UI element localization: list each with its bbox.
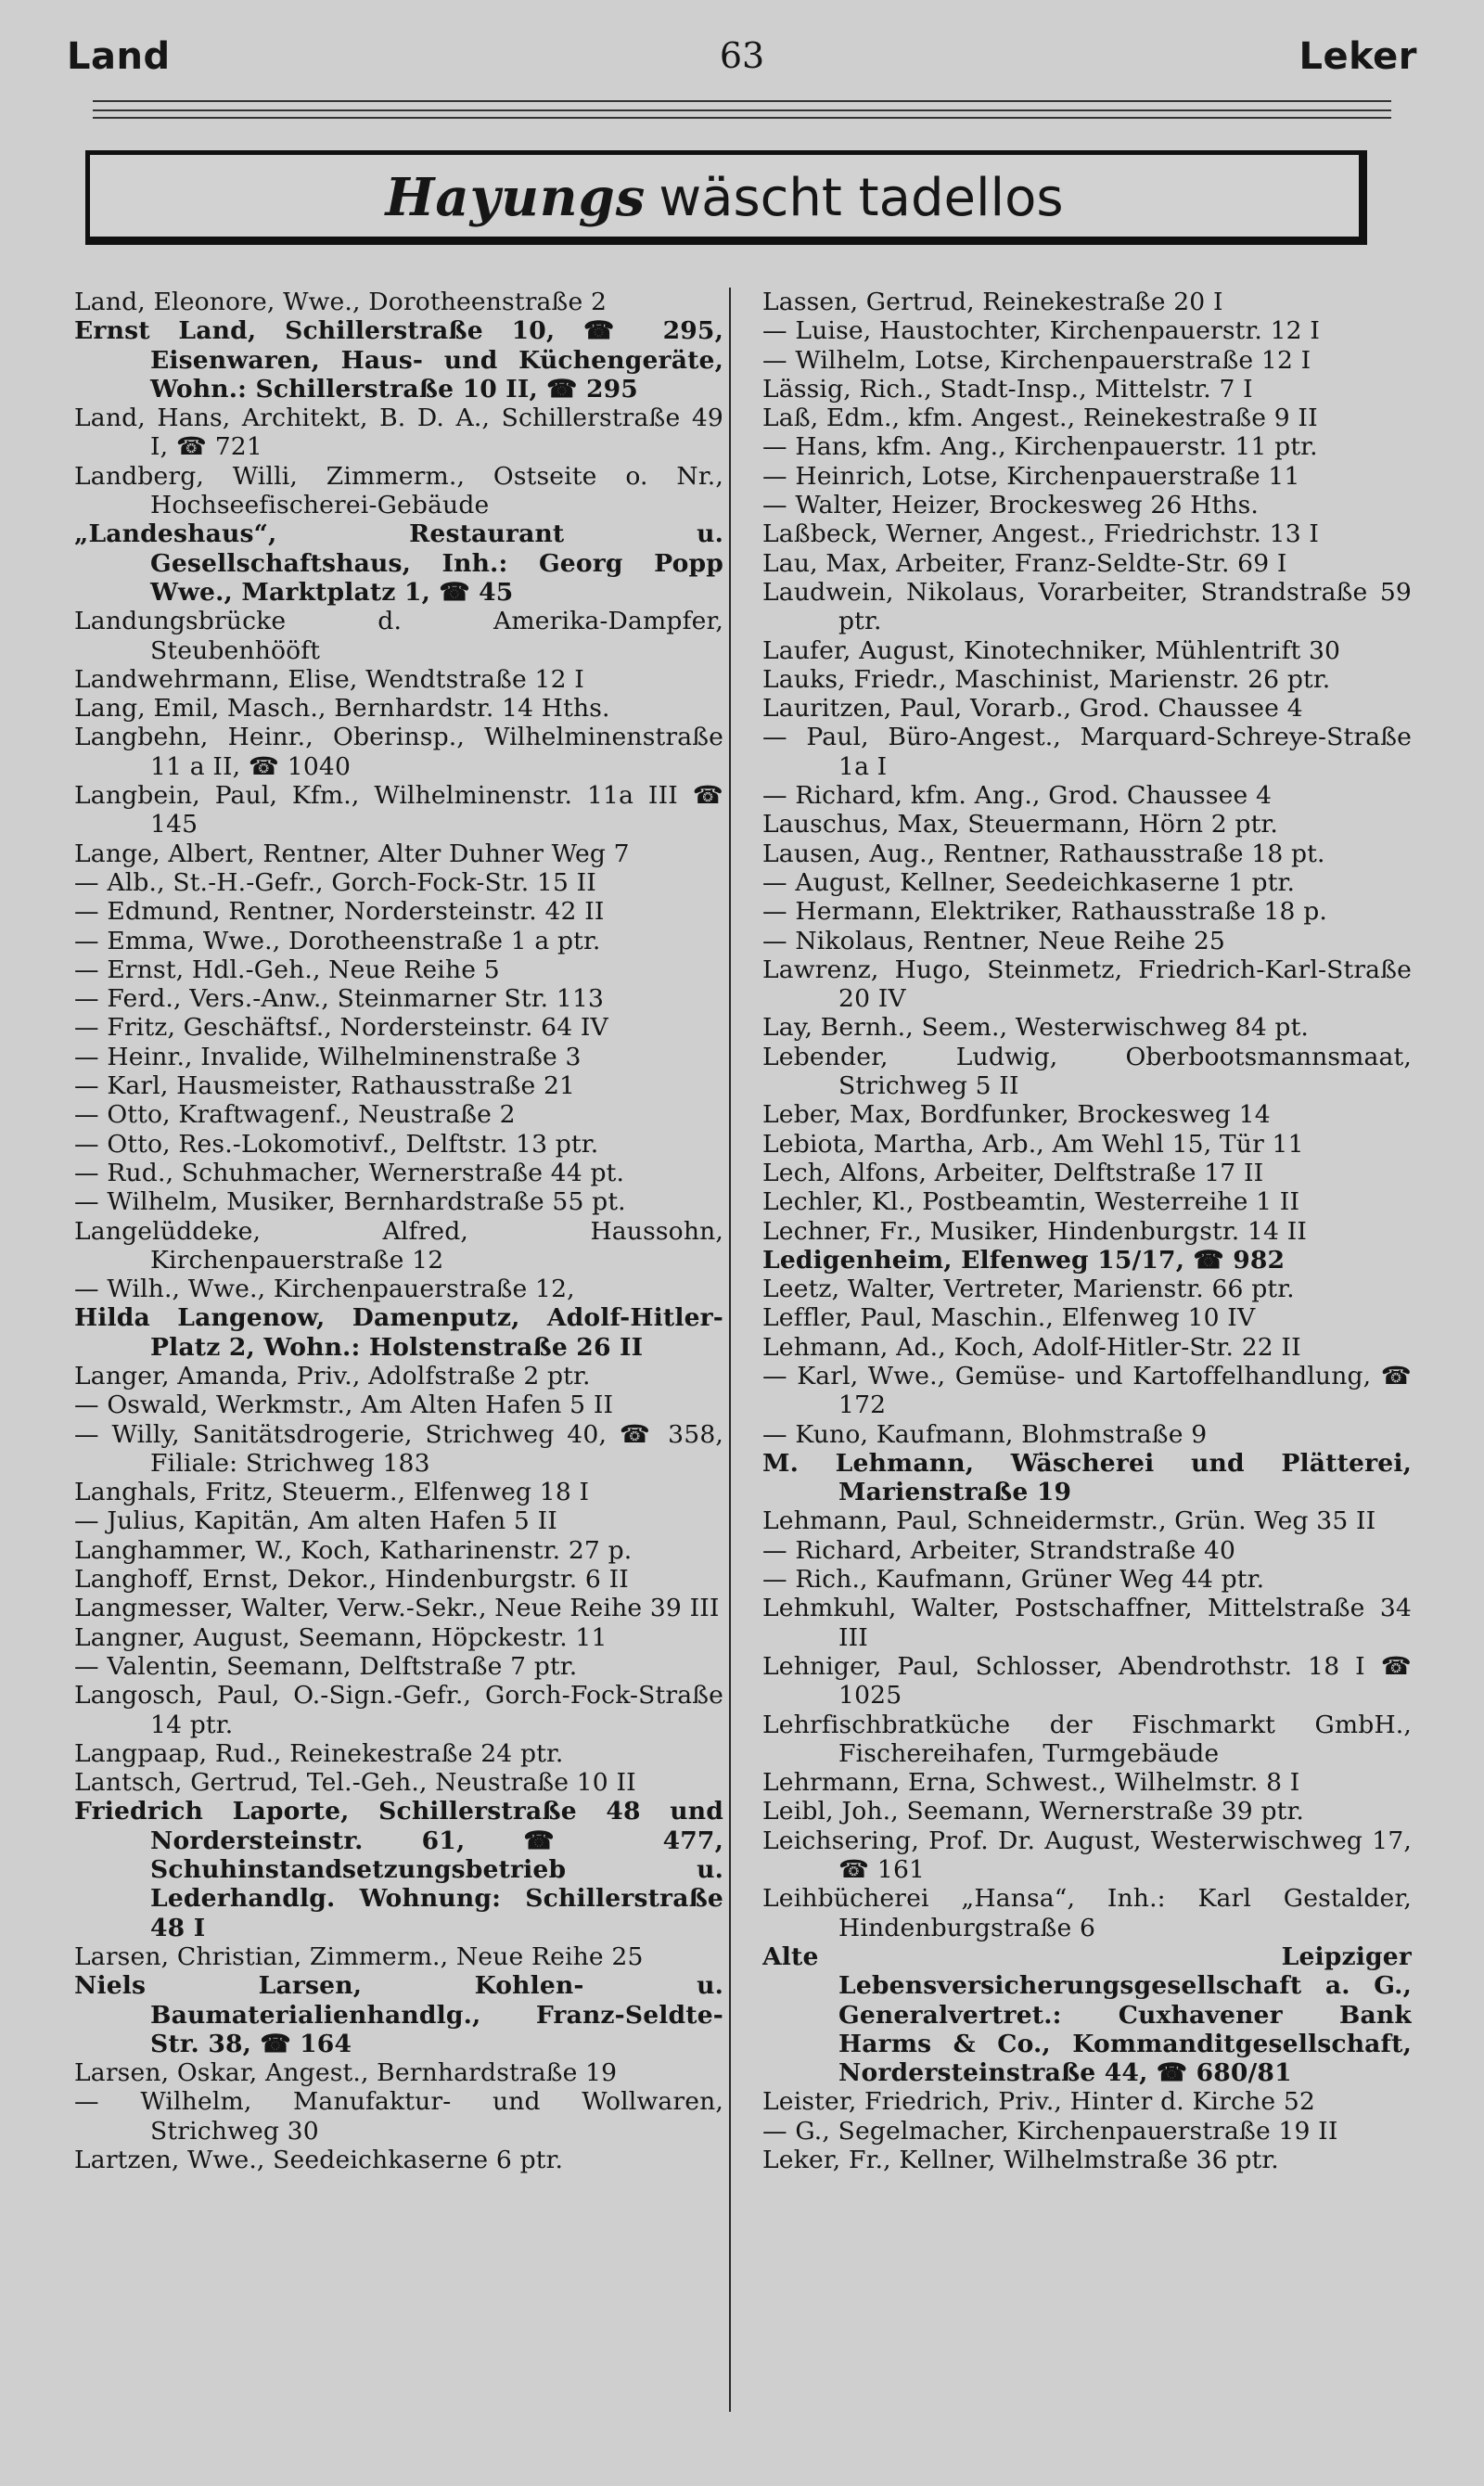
directory-entry: Leetz, Walter, Vertreter, Marienstr. 66 ptr. [762, 1275, 1295, 1304]
directory-entry: — Paul, Büro-Angest., Marquard-Schreye-Straße 1a I [762, 723, 1412, 781]
directory-entry: Leibl, Joh., Seemann, Wernerstraße 39 ptr. [762, 1797, 1305, 1826]
advertisement-banner [85, 150, 1367, 245]
directory-entry: Lausen, Aug., Rentner, Rathausstraße 18 pt. [762, 839, 1325, 868]
header-rule-middle [93, 109, 1391, 111]
directory-entry: Larsen, Christian, Zimmerm., Neue Reihe 25 [74, 1941, 644, 1971]
directory-entry: Lauks, Friedr., Maschinist, Marienstr. 26 ptr. [762, 664, 1331, 694]
ad-slogan: wäscht tadellos [659, 168, 1064, 228]
directory-entry: Leker, Fr., Kellner, Wilhelmstraße 36 ptr. [762, 2146, 1279, 2174]
directory-entry: — Wilhelm, Manufaktur- und Wollwaren, Strichweg 30 [74, 2087, 723, 2146]
directory-entry: Leihbücherei „Hansa“, Inh.: Karl Gestalder, Hindenburgstraße 6 [762, 1884, 1412, 1942]
directory-entry: Langelüddeke, Alfred, Haussohn, Kirchenpauerstraße 12 [74, 1216, 723, 1275]
directory-entry: Lehmkuhl, Walter, Postschaffner, Mittelstraße 34 III [762, 1594, 1412, 1652]
directory-entry: — Alb., St.-H.-Gefr., Gorch-Fock-Str. 15 II [74, 867, 596, 897]
directory-entry: — Luise, Haustochter, Kirchenpauerstr. 12 I [762, 316, 1321, 346]
directory-entry: — Ferd., Vers.-Anw., Steinmarner Str. 113 [74, 984, 605, 1014]
directory-entry: Lehmann, Ad., Koch, Adolf-Hitler-Str. 22 II [762, 1332, 1301, 1362]
directory-entry: Lässig, Rich., Stadt-Insp., Mittelstr. 7 I [762, 374, 1253, 404]
directory-entry: Lech, Alfons, Arbeiter, Delftstraße 17 II [762, 1158, 1264, 1187]
directory-entry: Land, Eleonore, Wwe., Dorotheenstraße 2 [74, 288, 608, 316]
page-header [67, 35, 1417, 87]
left-directory-column [74, 288, 723, 2430]
directory-entry: — Heinrich, Lotse, Kirchenpauerstraße 11 [762, 461, 1300, 491]
directory-entry: Langhammer, W., Koch, Katharinenstr. 27 p. [74, 1535, 633, 1565]
directory-entry: Lebiota, Martha, Arb., Am Wehl 15, Tür 11 [762, 1129, 1304, 1159]
directory-entry: Lassen, Gertrud, Reinekestraße 20 I [762, 288, 1223, 316]
directory-entry: — Karl, Wwe., Gemüse- und Kartoffelhandlung, ☎ 172 [762, 1361, 1412, 1420]
directory-entry: — Karl, Hausmeister, Rathausstraße 21 [74, 1071, 576, 1101]
directory-entry: Alte Leipziger Lebensversicherungsgesellschaft a. G., Generalvertret.: Cuxhavener Bank Harms & Co., Kommanditgesellschaft, Nordersteinstraße 44, ☎ 680/81 [762, 1941, 1412, 2088]
directory-entry: — Emma, Wwe., Dorotheenstraße 1 a ptr. [74, 926, 601, 955]
header-last-name: Leker [1298, 35, 1417, 78]
directory-entry: Lawrenz, Hugo, Steinmetz, Friedrich-Karl-Straße 20 IV [762, 955, 1412, 1014]
directory-entry: — Otto, Res.-Lokomotivf., Delftstr. 13 ptr. [74, 1129, 599, 1159]
directory-entry: Lechner, Fr., Musiker, Hindenburgstr. 14 II [762, 1216, 1308, 1246]
directory-entry: — Kuno, Kaufmann, Blohmstraße 9 [762, 1419, 1208, 1449]
directory-entry: Langpaap, Rud., Reinekestraße 24 ptr. [74, 1738, 564, 1768]
header-first-name: Land [67, 35, 171, 78]
directory-entry: — Richard, Arbeiter, Strandstraße 40 [762, 1535, 1236, 1565]
directory-entry: Lartzen, Wwe., Seedeichkaserne 6 ptr. [74, 2146, 564, 2174]
header-rule-top [93, 100, 1391, 102]
directory-entry: Land, Hans, Architekt, B. D. A., Schillerstraße 49 I, ☎ 721 [74, 404, 723, 462]
directory-entry: Langmesser, Walter, Verw.-Sekr., Neue Reihe 39 III [74, 1594, 720, 1623]
directory-entry: Lau, Max, Arbeiter, Franz-Seldte-Str. 69 I [762, 548, 1287, 578]
directory-entry: Lehrfischbratküche der Fischmarkt GmbH., Fischereihafen, Turmgebäude [762, 1710, 1412, 1768]
directory-entry: Langhals, Fritz, Steuerm., Elfenweg 18 I [74, 1478, 590, 1507]
directory-entry: — Ernst, Hdl.-Geh., Neue Reihe 5 [74, 955, 500, 984]
directory-entry: — Walter, Heizer, Brockesweg 26 Hths. [762, 491, 1260, 520]
directory-entry: — Edmund, Rentner, Nordersteinstr. 42 II [74, 897, 605, 927]
directory-entry: Langer, Amanda, Priv., Adolfstraße 2 ptr. [74, 1361, 591, 1390]
directory-entry: Leister, Friedrich, Priv., Hinter d. Kirche 52 [762, 2087, 1315, 2117]
directory-entry: Leichsering, Prof. Dr. August, Westerwischweg 17, ☎ 161 [762, 1826, 1412, 1885]
directory-entry: — Richard, kfm. Ang., Grod. Chaussee 4 [762, 781, 1273, 811]
directory-entry: Langhoff, Ernst, Dekor., Hindenburgstr. 6 II [74, 1565, 629, 1595]
directory-entry: M. Lehmann, Wäscherei und Plätterei, Marienstraße 19 [762, 1448, 1412, 1507]
directory-entry: — Nikolaus, Rentner, Neue Reihe 25 [762, 926, 1225, 955]
directory-entry: Lauschus, Max, Steuermann, Hörn 2 ptr. [762, 810, 1278, 839]
directory-entry: — Wilh., Wwe., Kirchenpauerstraße 12, [74, 1275, 575, 1304]
directory-entry: — Hans, kfm. Ang., Kirchenpauerstr. 11 ptr. [762, 432, 1318, 462]
directory-entry: — Rud., Schuhmacher, Wernerstraße 44 pt. [74, 1158, 625, 1187]
directory-entry: Ledigenheim, Elfenweg 15/17, ☎ 982 [762, 1245, 1286, 1275]
directory-entry: — Otto, Kraftwagenf., Neustraße 2 [74, 1100, 516, 1130]
directory-entry: Laufer, August, Kinotechniker, Mühlentrift 30 [762, 635, 1341, 665]
right-directory-column [762, 288, 1412, 2430]
directory-entry: Lauritzen, Paul, Vorarb., Grod. Chaussee 4 [762, 694, 1303, 724]
directory-entry: Leber, Max, Bordfunker, Brockesweg 14 [762, 1100, 1271, 1130]
column-divider [729, 288, 731, 2412]
directory-entry: Niels Larsen, Kohlen- u. Baumaterialienhandlg., Franz-Seldte-Str. 38, ☎ 164 [74, 1971, 723, 2058]
directory-entry: Lay, Bernh., Seem., Westerwischweg 84 pt. [762, 1013, 1310, 1043]
directory-entry: — Hermann, Elektriker, Rathausstraße 18 p. [762, 897, 1328, 927]
directory-entry: Hilda Langenow, Damenputz, Adolf-Hitler-Platz 2, Wohn.: Holstenstraße 26 II [74, 1303, 723, 1362]
directory-entry: Langner, August, Seemann, Höpckestr. 11 [74, 1622, 608, 1652]
directory-entry: — Wilhelm, Musiker, Bernhardstraße 55 pt. [74, 1187, 626, 1217]
directory-entry: Lange, Albert, Rentner, Alter Duhner Weg 7 [74, 839, 630, 868]
directory-entry: Langbehn, Heinr., Oberinsp., Wilhelminenstraße 11 a II, ☎ 1040 [74, 723, 723, 781]
directory-entry: „Landeshaus“, Restaurant u. Gesellschaftshaus, Inh.: Georg Popp Wwe., Marktplatz 1, ☎ 45 [74, 519, 723, 607]
directory-entry: Lehmann, Paul, Schneidermstr., Grün. Weg 35 II [762, 1506, 1376, 1536]
directory-entry: — Willy, Sanitätsdrogerie, Strichweg 40, ☎ 358, Filiale: Strichweg 183 [74, 1419, 723, 1478]
ad-brand-name: Hayungs [385, 167, 646, 228]
directory-entry: Friedrich Laporte, Schillerstraße 48 und Nordersteinstr. 61, ☎ 477, Schuhinstandsetzungsbetrieb u. Lederhandlg. Wohnung: Schillerstraße 48 I [74, 1797, 723, 1942]
directory-entry: — G., Segelmacher, Kirchenpauerstraße 19 II [762, 2116, 1338, 2146]
directory-entry: Landwehrmann, Elise, Wendtstraße 12 I [74, 664, 584, 694]
directory-entry: Laudwein, Nikolaus, Vorarbeiter, Strandstraße 59 ptr. [762, 577, 1412, 636]
directory-entry: Langbein, Paul, Kfm., Wilhelminenstr. 11a III ☎ 145 [74, 781, 723, 839]
directory-entry: — Julius, Kapitän, Am alten Hafen 5 II [74, 1506, 557, 1536]
directory-entry: Laß, Edm., kfm. Angest., Reinekestraße 9 II [762, 404, 1318, 433]
directory-entry: — Fritz, Geschäftsf., Nordersteinstr. 64 IV [74, 1013, 608, 1043]
directory-entry: Lehniger, Paul, Schlosser, Abendrothstr. 18 I ☎ 1025 [762, 1651, 1412, 1711]
directory-entry: Lehrmann, Erna, Schwest., Wilhelmstr. 8 I [762, 1768, 1300, 1798]
header-rule-bottom [93, 117, 1391, 119]
directory-entry: Lechler, Kl., Postbeamtin, Westerreihe 1 II [762, 1187, 1300, 1217]
directory-entry: Lantsch, Gertrud, Tel.-Geh., Neustraße 10 II [74, 1768, 636, 1798]
directory-entry: Landberg, Willi, Zimmerm., Ostseite o. Nr., Hochseefischerei-Gebäude [74, 461, 723, 520]
directory-entry: — Heinr., Invalide, Wilhelminenstraße 3 [74, 1042, 582, 1071]
directory-entry: Laßbeck, Werner, Angest., Friedrichstr. 13 I [762, 519, 1320, 549]
directory-entry: — Wilhelm, Lotse, Kirchenpauerstraße 12 I [762, 345, 1311, 375]
directory-entry: Lebender, Ludwig, Oberbootsmannsmaat, Strichweg 5 II [762, 1042, 1412, 1101]
directory-entry: Larsen, Oskar, Angest., Bernhardstraße 19 [74, 2058, 618, 2088]
directory-entry: — Rich., Kaufmann, Grüner Weg 44 ptr. [762, 1565, 1265, 1595]
directory-entry: — Valentin, Seemann, Delftstraße 7 ptr. [74, 1651, 578, 1681]
directory-entry: Landungsbrücke d. Amerika-Dampfer, Steubenhööft [74, 607, 723, 665]
directory-entry: — August, Kellner, Seedeichkaserne 1 ptr. [762, 867, 1296, 897]
directory-entry: — Oswald, Werkmstr., Am Alten Hafen 5 II [74, 1390, 614, 1420]
directory-entry: Lang, Emil, Masch., Bernhardstr. 14 Hths. [74, 694, 610, 724]
directory-entry: Ernst Land, Schillerstraße 10, ☎ 295, Eisenwaren, Haus- und Küchengeräte, Wohn.: Schillerstraße 10 II, ☎ 295 [74, 316, 723, 404]
page-number: 63 [719, 35, 765, 76]
directory-entry: Leffler, Paul, Maschin., Elfenweg 10 IV [762, 1303, 1256, 1333]
directory-entry: Langosch, Paul, O.-Sign.-Gefr., Gorch-Fock-Straße 14 ptr. [74, 1681, 723, 1739]
